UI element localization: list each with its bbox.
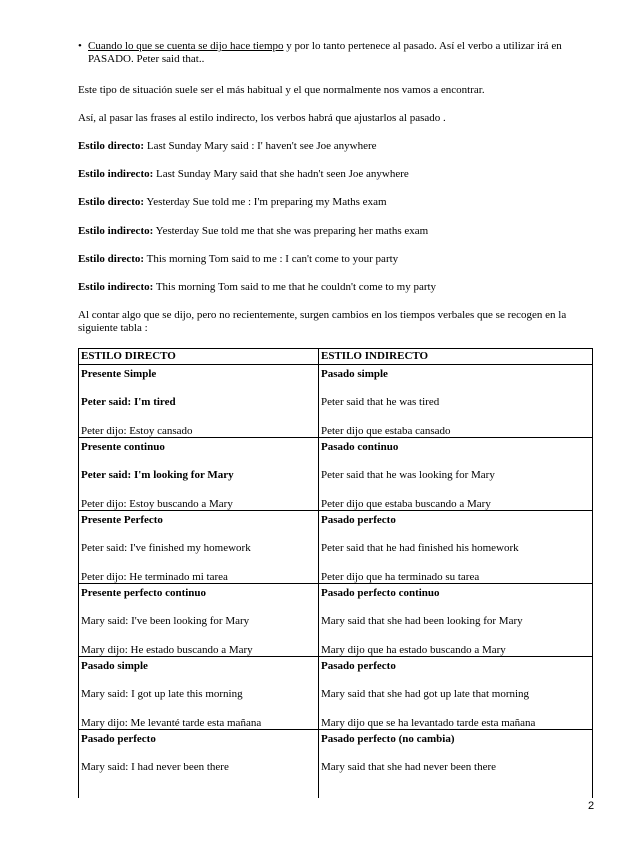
tense-title: Pasado perfecto continuo	[321, 587, 440, 599]
cell-indirect	[319, 657, 593, 730]
english-example: Mary said: I've been looking for Mary	[81, 615, 250, 627]
table-row	[79, 584, 593, 657]
spanish-example: Peter dijo: Estoy buscando a Mary	[81, 498, 233, 510]
tense-title: Presente Perfecto	[81, 514, 163, 526]
english-example: Mary said that she had got up late that morning	[321, 688, 530, 700]
paragraph-usual: Este tipo de situación suele ser el más habitual y el que normalmente nos vamos a encontrar.	[78, 84, 485, 96]
spanish-example: Mary dijo que ha estado buscando a Mary	[321, 644, 506, 656]
page-number: 2	[588, 800, 595, 812]
example-text: This morning Tom said to me that he couldn't come to my party	[153, 281, 437, 293]
example-line	[78, 168, 598, 181]
table-row	[79, 730, 593, 799]
example-label: Estilo directo:	[78, 140, 145, 152]
example-text: Last Sunday Mary said that she hadn't seen Joe anywhere	[153, 168, 409, 180]
spanish-example: Peter dijo: He terminado mi tarea	[81, 571, 228, 583]
bullet-text	[88, 40, 603, 66]
example-line	[78, 225, 598, 238]
tense-title: Pasado simple	[321, 368, 388, 380]
example-line	[78, 196, 598, 209]
example-line	[78, 281, 598, 294]
english-example: Peter said that he was tired	[321, 396, 440, 408]
cell-indirect	[319, 730, 593, 799]
tense-title: Pasado perfecto	[321, 514, 396, 526]
english-example: Peter said that he had finished his homework	[321, 542, 519, 554]
table-row	[79, 438, 593, 511]
example-line	[78, 140, 598, 153]
table-intro: Al contar algo que se dijo, pero no recientemente, surgen cambios en los tiempos verbales que se recogen en la siguiente tabla :	[78, 309, 567, 334]
cell-direct	[79, 584, 319, 657]
table-row	[79, 657, 593, 730]
example-label: Estilo indirecto:	[78, 168, 154, 180]
example-label: Estilo directo:	[78, 196, 145, 208]
table-row	[79, 511, 593, 584]
cell-direct	[79, 365, 319, 438]
english-example: Mary said: I got up late this morning	[81, 688, 243, 700]
english-example: Mary said that she had been looking for Mary	[321, 615, 523, 627]
cell-direct	[79, 438, 319, 511]
bullet-rest: y por lo tanto pertenece al pasado. Así el verbo a utilizar irá en PASADO. Peter said that..	[88, 40, 562, 65]
table-row	[79, 365, 593, 438]
example-label: Estilo indirecto:	[78, 225, 154, 237]
bullet-underlined-link: Cuando lo que se cuenta se dijo hace tiempo	[88, 40, 284, 52]
tense-title: Pasado perfecto (no cambia)	[321, 733, 455, 745]
cell-indirect	[319, 365, 593, 438]
example-text: Yesterday Sue told me that she was preparing her maths exam	[153, 225, 429, 237]
english-example: Peter said: I'm tired	[81, 396, 176, 408]
bullet-dot-icon: •	[78, 40, 82, 52]
cell-direct	[79, 657, 319, 730]
tense-title: Presente perfecto continuo	[81, 587, 207, 599]
tense-title: Pasado simple	[81, 660, 148, 672]
spanish-example: Peter dijo que estaba buscando a Mary	[321, 498, 491, 510]
example-text: Last Sunday Mary said : I' haven't see Joe anywhere	[144, 140, 377, 152]
tense-title: Presente continuo	[81, 441, 165, 453]
example-label: Estilo indirecto:	[78, 281, 154, 293]
cell-direct	[79, 511, 319, 584]
table-header-row	[79, 349, 593, 365]
english-example: Peter said that he was looking for Mary	[321, 469, 495, 481]
example-label: Estilo directo:	[78, 253, 145, 265]
spanish-example: Peter dijo: Estoy cansado	[81, 425, 193, 437]
example-text: This morning Tom said to me : I can't come to your party	[144, 253, 399, 265]
header-direct: ESTILO DIRECTO	[79, 349, 319, 365]
example-text: Yesterday Sue told me : I'm preparing my Maths exam	[144, 196, 387, 208]
tense-title: Pasado perfecto	[321, 660, 396, 672]
cell-direct	[79, 730, 319, 799]
english-example: Peter said: I've finished my homework	[81, 542, 251, 554]
english-example: Mary said: I had never been there	[81, 761, 229, 773]
spanish-example: Peter dijo que estaba cansado	[321, 425, 451, 437]
paragraph-adjust: Así, al pasar las frases al estilo indirecto, los verbos habrá que ajustarlos al pasado .	[78, 112, 446, 124]
cell-indirect	[319, 584, 593, 657]
tense-table	[78, 348, 593, 798]
spanish-example: Mary dijo que se ha levantado tarde esta mañana	[321, 717, 536, 729]
english-example: Peter said: I'm looking for Mary	[81, 469, 234, 481]
example-line	[78, 253, 598, 266]
cell-indirect	[319, 438, 593, 511]
tense-title: Presente Simple	[81, 368, 157, 380]
tense-title: Pasado perfecto	[81, 733, 156, 745]
spanish-example: Mary dijo: He estado buscando a Mary	[81, 644, 253, 656]
cell-indirect	[319, 511, 593, 584]
spanish-example: Peter dijo que ha terminado su tarea	[321, 571, 480, 583]
spanish-example: Mary dijo: Me levanté tarde esta mañana	[81, 717, 262, 729]
english-example: Mary said that she had never been there	[321, 761, 497, 773]
header-indirect: ESTILO INDIRECTO	[319, 349, 593, 365]
tense-title: Pasado continuo	[321, 441, 399, 453]
